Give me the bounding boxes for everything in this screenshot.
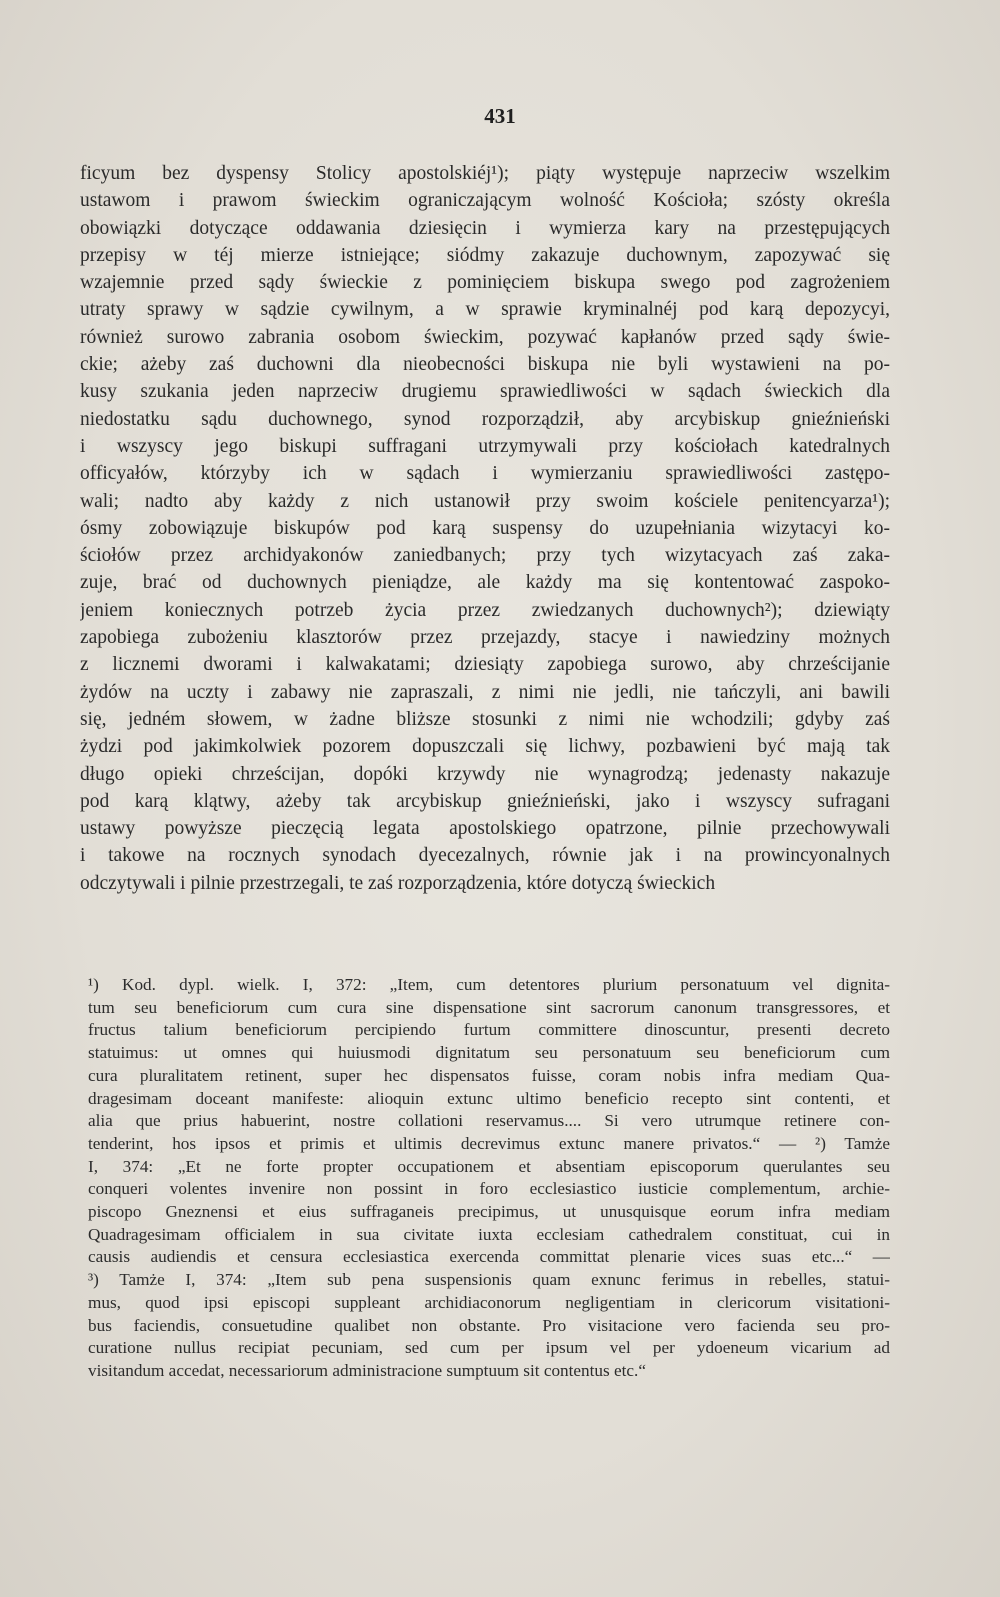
text-line: wzajemnie przed sądy świeckie z pominięciem biskupa swego pod zagrożeniem [80,272,890,294]
text-line: utraty sprawy w sądzie cywilnym, a w sprawie kryminalnéj pod karą depozycyi, [80,299,890,321]
text-line: pod karą klątwy, ażeby tak arcybiskup gnieźnieński, jako i wszyscy sufragani [80,790,890,812]
footnote-line: I, 374: „Et ne forte propter occupationem et absentiam episcoporum querulantes seu [88,1156,890,1176]
footnote-line: tum seu beneficiorum cum cura sine dispensatione sint sacrorum canonum transgressores, et [88,997,890,1017]
main-text [80,160,890,897]
footnote-line: fructus talium beneficiorum percipiendo furtum committere dinoscuntur, presenti decreto [88,1020,890,1040]
footnote-line: dragesimam doceant manifeste: alioquin extunc ultimo beneficio recepto sint contenti, et [88,1088,890,1108]
text-line: z licznemi dworami i kalwakatami; dziesiąty zapobiega surowo, aby chrześcijanie [80,654,890,676]
footnote-line: cura pluralitatem retinent, super hec dispensatos fuisse, coram nobis infra mediam Qua- [88,1065,890,1085]
text-line: i wszyscy jego biskupi suffragani utrzymywali przy kościołach katedralnych [80,435,890,457]
text-line: ficyum bez dyspensy Stolicy apostolskiéj¹); piąty występuje naprzeciw wszelkim [80,163,890,184]
footnote-line: statuimus: ut omnes qui huiusmodi dignitatum seu personatuum seu beneficiorum cum [88,1043,890,1063]
text-line: officyałów, którzyby ich w sądach i wymierzaniu sprawiedliwości zastępo- [80,463,890,485]
footnotes [88,974,890,1383]
text-line: ósmy zobowiązuje biskupów pod karą suspensy do uzupełniania wizytacyi ko- [80,517,890,539]
text-line: i takowe na rocznych synodach dyecezalnych, równie jak i na prowincyonalnych [80,845,890,867]
text-line: ckie; ażeby zaś duchowni dla nieobecności biskupa nie byli wystawieni na po- [80,354,890,376]
text-line: zapobiega zubożeniu klasztorów przez przejazdy, stacye i nawiedziny możnych [80,627,890,649]
footnote-line: conqueri volentes invenire non possint in foro ecclesiastico iusticie complementum, archie- [88,1179,890,1199]
text-line: żydów na uczty i zabawy nie zapraszali, z nimi nie jedli, nie tańczyli, ani bawili [80,681,890,703]
footnote-line: alia que prius habuerint, nostre collationi reservamus.... Si vero utrumque retinere con- [88,1111,890,1131]
text-line: ściołów przez archidyakonów zaniedbanych; przy tych wizytacyach zaś zaka- [80,545,890,567]
text-line: obowiązki dotyczące oddawania dziesięcin i wymierza kary na przestępujących [80,217,890,239]
text-line: również surowo zabrania osobom świeckim, pozywać kapłanów przed sądy świe- [80,326,890,348]
text-line: odczytywali i pilnie przestrzegali, te zaś rozporządzenia, które dotyczą świeckich [80,872,716,894]
text-line: się, jedném słowem, w żadne bliższe stosunki z nimi nie wchodzili; gdyby zaś [80,708,890,730]
text-line: wali; nadto aby każdy z nich ustanowił przy swoim kościele penitencyarza¹); [80,490,890,512]
page-number: 431 [484,104,516,128]
text-line: długo opieki chrześcijan, dopóki krzywdy nie wynagrodzą; jedenasty nakazuje [80,763,890,785]
footnote-line: ³) Tamże I, 374: „Item sub pena suspensionis quam exnunc ferimus in rebelles, statui- [88,1270,890,1290]
text-line: kusy szukania jeden naprzeciw drugiemu sprawiedliwości w sądach świeckich dla [80,381,890,403]
text-line: ustawom i prawom świeckim ograniczającym wolność Kościoła; szósty określa [80,190,890,212]
footnote-line: ¹) Kod. dypl. wielk. I, 372: „Item, cum detentores plurium personatuum vel dignita- [88,975,890,994]
text-line: ustawy powyższe pieczęcią legata apostolskiego opatrzone, pilnie przechowywali [80,818,890,840]
text-line: niedostatku sądu duchownego, synod rozporządził, aby arcybiskup gnieźnieński [80,408,890,430]
footnote-line: bus faciendis, consuetudine qualibet non obstante. Pro visitacione vero facienda seu pro- [88,1315,890,1335]
footnote-line: Quadragesimam officialem in sua civitate iuxta ecclesiam cathedralem constituat, cui in [88,1224,890,1244]
footnote-line: mus, quod ipsi episcopi suppleant archidiaconorum negligentiam in clericorum visitationi- [88,1292,890,1312]
text-line: żydzi pod jakimkolwiek pozorem dopuszczali się lichwy, pozbawieni być mają tak [80,736,890,758]
footnote-line: causis audiendis et censura ecclesiastica exercenda committat plenarie vices suas etc...“ — [88,1247,890,1267]
text-line: zuje, brać od duchownych pieniądze, ale każdy ma się kontentować zaspoko- [80,572,890,594]
footnote-line: visitandum accedat, necessariorum administracione sumptuum sit contentus etc.“ [88,1360,646,1380]
footnote-line: curatione nullus recipiat pecuniam, sed cum per ipsum vel per ydoeneum vicarium ad [88,1338,890,1358]
text-line: jeniem koniecznych potrzeb życia przez zwiedzanych duchownych²); dziewiąty [80,599,890,621]
footnote-line: tenderint, hos ipsos et primis et ultimis decrevimus extunc manere privatos.“ — ²) Tamże [88,1133,890,1153]
footnote-line: piscopo Gneznensi et eius suffraganeis precipimus, ut unusquisque eorum infra mediam [88,1202,890,1222]
text-line: przepisy w téj mierze istniejące; siódmy zakazuje duchownym, zapozywać się [80,244,890,266]
